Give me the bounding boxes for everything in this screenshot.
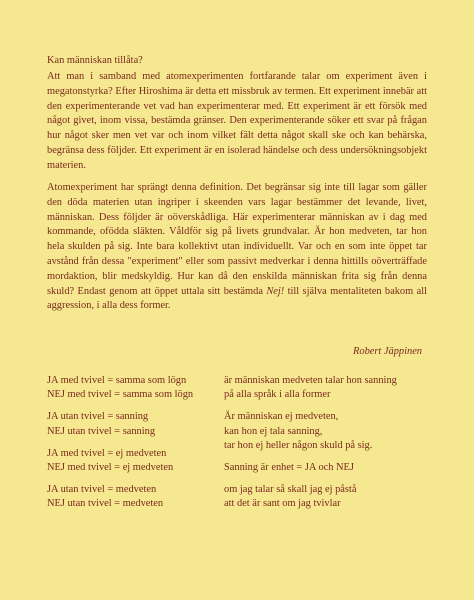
poem-line: Är människan ej medveten, — [224, 411, 339, 423]
poem-right-column — [224, 374, 434, 519]
poem-line: JA med tvivel = samma som lögn — [47, 375, 187, 386]
poem-left-stanza-1 — [47, 374, 217, 403]
poem-left-stanza-2 — [47, 410, 217, 439]
poem-left-stanza-3 — [47, 447, 217, 476]
poem-right-stanza-2 — [224, 410, 434, 453]
poem-line: JA med tvivel = ej medveten — [47, 447, 167, 459]
poem-line: JA utan tvivel = medveten — [47, 483, 157, 495]
poem-line: JA utan tvivel = sanning — [47, 411, 149, 423]
poem-line: på alla språk i alla former — [224, 389, 331, 401]
poem-right-stanza-1 — [224, 374, 434, 403]
poem-line: tar hon ej heller någon skuld på sig. — [224, 440, 373, 452]
poem-line: att det är sant om jag tvivlar — [224, 498, 341, 510]
document-title: Kan människan tillåta? — [47, 55, 143, 66]
poem-line: är människan medveten talar hon sanning — [224, 375, 397, 386]
poem-line: Sanning är enhet = JA och NEJ — [224, 462, 354, 474]
paragraph-1 — [47, 70, 427, 174]
paragraph-2-text: Atomexperiment har sprängt denna definition. Det begränsar sig inte till lagar som gäller den döda materien utan ingriper i skeenden vars lagar bestämmer det levande, livet, människan. Dess följder är oöverskådliga. Här experimenterar människan av i dag med kommande, ofödda släkten. Våldför sig på livets grundvalar. Är hon medveten, tar hon hela skulden på sig. Inte bara kollektivt utan individuellt. Var och en som inte öppet tar avstånd från dessa "experiment" eller som passivt medverkar i denna hittills oöverträffade mordaktion, blir medskyldig. Hur kan då den enskilda människan frita sig från denna skuld? Endast genom att öppet uttala sitt bestämda Nej! till själva mentaliteten bakom all aggression, i alla dess former. — [47, 182, 427, 312]
poem-right-stanza-4 — [224, 483, 434, 512]
poem-line: NEJ utan tvivel = sanning — [47, 425, 156, 437]
poem-left-stanza-4 — [47, 483, 217, 512]
author-signature: Robert Jäppinen — [353, 346, 422, 357]
poem-line: NEJ utan tvivel = medveten — [47, 498, 164, 510]
emphasis-nej: Nej! — [266, 285, 285, 297]
poem-line: NEJ med tvivel = samma som lögn — [47, 389, 194, 401]
poem-line: NEJ med tvivel = ej medveten — [47, 462, 174, 474]
poem-line: om jag talar så skall jag ej påstå — [224, 483, 357, 495]
paragraph-2 — [47, 181, 427, 314]
poem-line: kan hon ej tala sanning, — [224, 425, 323, 437]
poem-right-stanza-3 — [224, 461, 434, 475]
poem-left-column — [47, 374, 217, 519]
paragraph-1-text: Att man i samband med atomexperimenten fortfarande talar om experiment även i megatonstyrka? Efter Hiroshima är detta ett missbruk av termen. Ett experiment innebär att den experimenterande vet vad han experimenterar med. Ett experiment är ett försök med något givet, inom vissa, bestämda gränser. Den experimenterande söker ett svar på frågan hur något sker men vet var och inom vilket fält detta något skall ske och kan behärska, begränsa dess följder. Ett experiment är en isolerad händelse och dess undersökningsobjekt materien. — [47, 71, 427, 171]
